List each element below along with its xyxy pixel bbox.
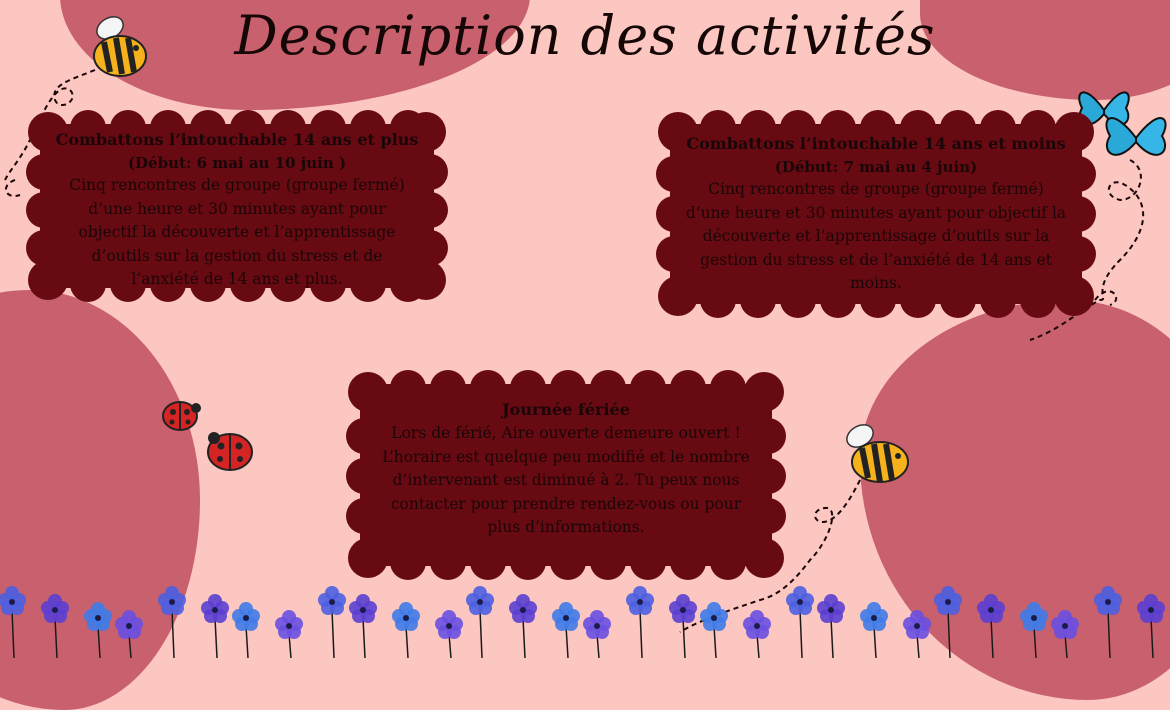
flower-icon	[435, 610, 463, 658]
flower-icon	[509, 594, 537, 658]
card-body: Lors de férié, Aire ouverte demeure ouvert ! L’horaire est quelque peu modifié et le nombre d’intervenant est diminué à 2. Tu peux nous contacter pour prendre rendez-vous ou pour plus d’informations.	[382, 424, 750, 536]
flower-icon	[1137, 594, 1165, 658]
flower-icon	[700, 602, 728, 658]
flower-icon	[318, 586, 346, 658]
flower-icon	[743, 610, 771, 658]
card-title: Combattons l’intouchable 14 ans et plus	[55, 130, 419, 149]
flower-icon	[115, 610, 143, 658]
card-body: Cinq rencontres de groupe (groupe fermé) d’une heure et 30 minutes ayant pour objectif la découverte et l’apprentissage d’outils sur la gestion du stress et de l’anxiété de 14 ans et moins.	[685, 180, 1067, 292]
flower-icon	[275, 610, 303, 658]
flower-icon	[466, 586, 494, 658]
flower-icon	[0, 586, 26, 658]
flower-icon	[0, 578, 1170, 658]
page-title: Description des activités	[234, 4, 936, 67]
flower-icon	[860, 602, 888, 658]
flower-icon	[1020, 602, 1048, 658]
ladybug-icon	[158, 394, 204, 436]
flower-icon	[669, 594, 697, 658]
activity-card-14-minus	[656, 110, 1096, 318]
flower-icon	[817, 594, 845, 658]
butterfly-icon	[1100, 106, 1170, 170]
card-title: Combattons l’intouchable 14 ans et moins	[686, 134, 1066, 153]
flower-icon	[903, 610, 931, 658]
flower-icon	[392, 602, 420, 658]
flower-icon	[1094, 586, 1122, 658]
ladybug-icon	[202, 424, 260, 476]
card-dates: (Début: 6 mai au 10 juin )	[127, 154, 347, 172]
activity-card-14-plus	[26, 110, 448, 302]
flower-icon	[552, 602, 580, 658]
flower-icon	[1051, 610, 1079, 658]
flower-icon	[349, 594, 377, 658]
flower-icon	[626, 586, 654, 658]
flower-icon	[786, 586, 814, 658]
card-body: Cinq rencontres de groupe (groupe fermé) d’une heure et 30 minutes ayant pour objectif la découverte et l’apprentissage d’outils sur la gestion du stress et de l’anxiété de 14 ans et plus.	[69, 176, 405, 288]
card-title: Journée fériée	[502, 400, 630, 419]
bee-icon	[838, 416, 918, 488]
flower-icon	[977, 594, 1005, 658]
flower-icon	[84, 602, 112, 658]
card-dates: (Début: 7 mai au 4 juin)	[774, 158, 978, 176]
flower-icon	[232, 602, 260, 658]
flower-icon	[201, 594, 229, 658]
holiday-card	[346, 370, 786, 580]
flower-icon	[583, 610, 611, 658]
flower-icon	[41, 594, 69, 658]
flower-icon	[934, 586, 962, 658]
flower-icon	[158, 586, 186, 658]
